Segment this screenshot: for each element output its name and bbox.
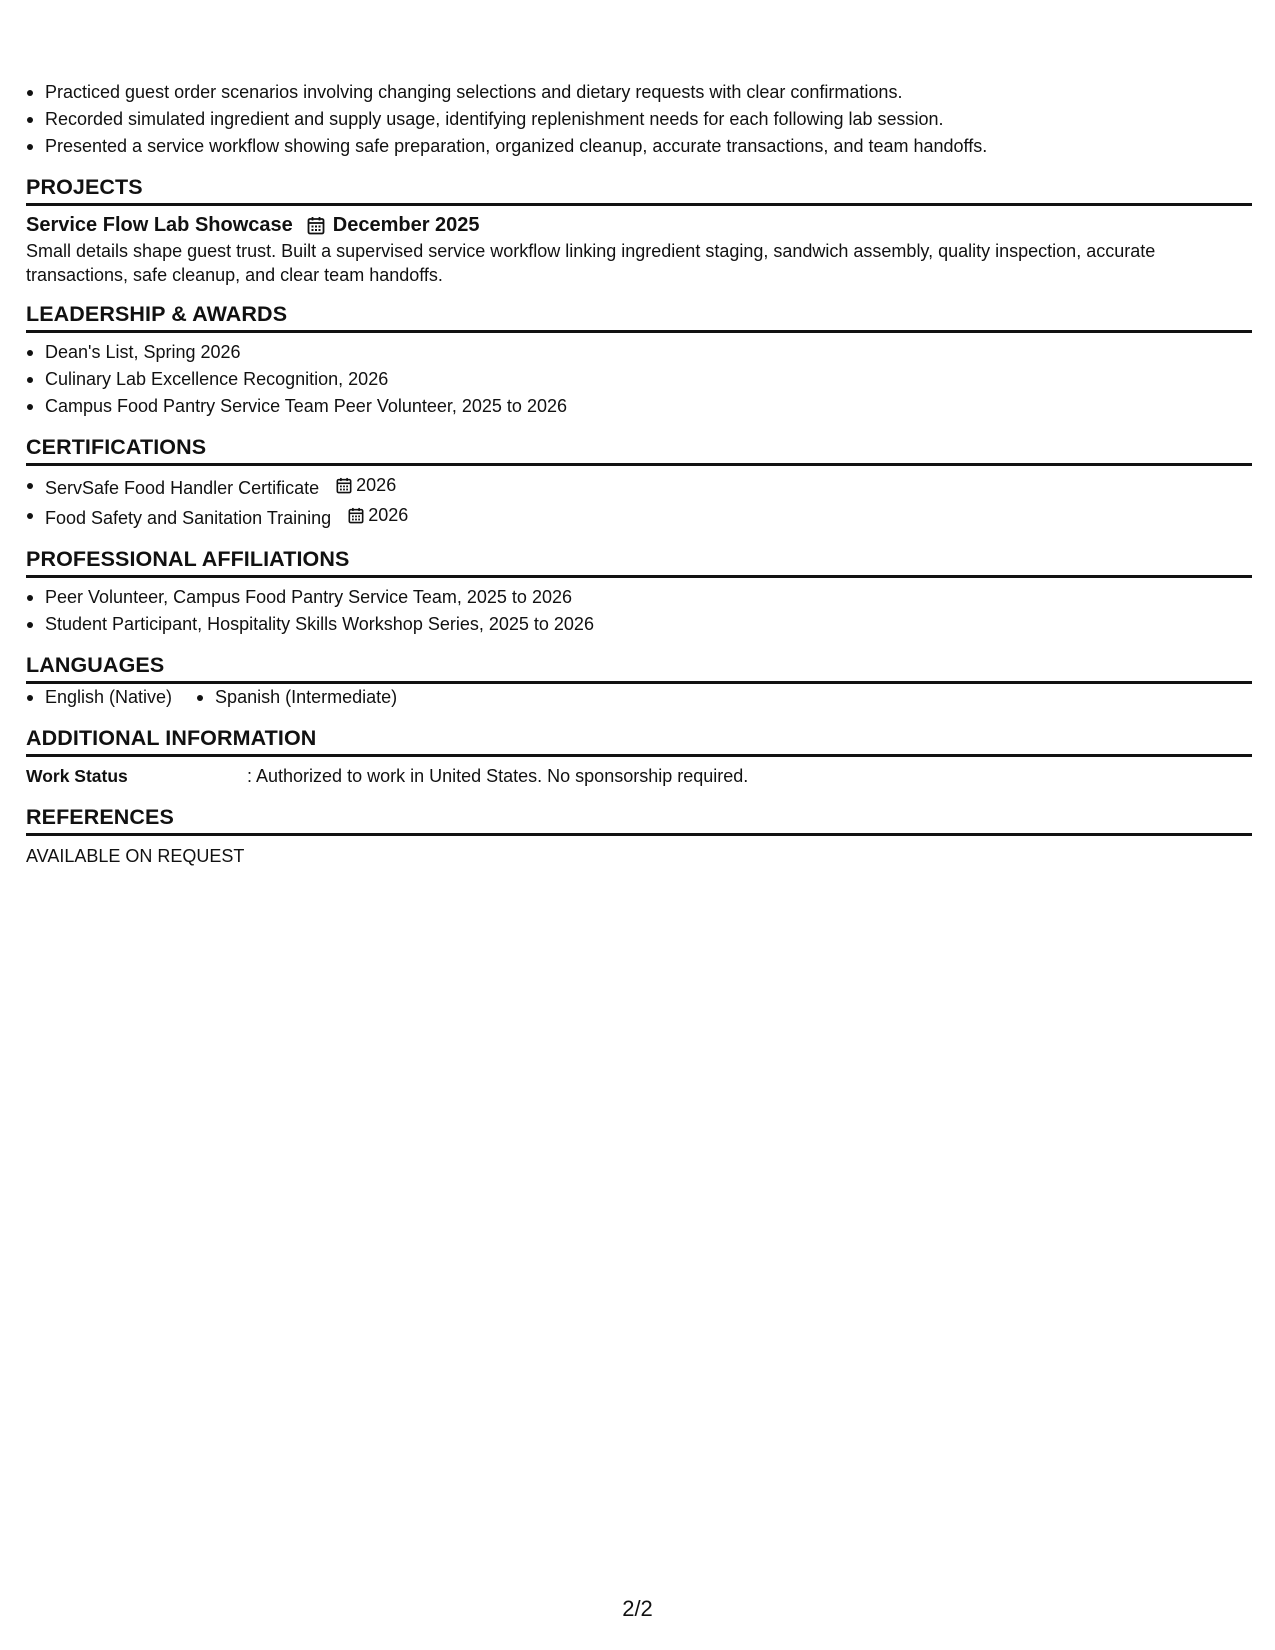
certification-name: Food Safety and Sanitation Training — [45, 508, 332, 528]
projects-heading: PROJECTS — [26, 160, 1252, 206]
affiliations-section — [26, 532, 1252, 638]
certification-date — [336, 472, 396, 499]
leadership-section — [26, 287, 1252, 420]
affiliations-list — [26, 584, 1252, 638]
additional-info-heading: ADDITIONAL INFORMATION — [26, 711, 1252, 757]
language-item: Spanish (Intermediate) — [196, 684, 397, 711]
language-item: English (Native) — [26, 684, 172, 711]
resume-page — [26, 0, 1252, 870]
certification-item — [26, 472, 1252, 502]
project-header — [26, 211, 1252, 239]
references-heading: REFERENCES — [26, 790, 1252, 836]
experience-bullet: Presented a service workflow showing safe preparation, organized cleanup, accurate transactions, and team handoffs. — [26, 133, 1252, 160]
page-number: 2/2 — [622, 1596, 653, 1621]
certification-date — [348, 502, 408, 529]
certification-name: ServSafe Food Handler Certificate — [45, 478, 320, 498]
work-status-label: Work Status — [26, 766, 128, 786]
languages-list — [26, 684, 1252, 711]
project-description: Small details shape guest trust. Built a supervised service workflow linking ingredient staging, sandwich assembly, quality inspection, accurate transactions, safe cleanup, and clear team handoffs. — [26, 241, 1156, 285]
leadership-item: Campus Food Pantry Service Team Peer Volunteer, 2025 to 2026 — [26, 393, 1252, 420]
work-status-value: : Authorized to work in United States. No sponsorship required. — [247, 766, 749, 786]
projects-section — [26, 160, 1252, 287]
leadership-item: Culinary Lab Excellence Recognition, 2026 — [26, 366, 1252, 393]
leadership-list — [26, 339, 1252, 420]
certification-year: 2026 — [356, 475, 397, 495]
languages-heading: LANGUAGES — [26, 638, 1252, 684]
affiliations-heading: PROFESSIONAL AFFILIATIONS — [26, 532, 1252, 578]
references-text: AVAILABLE ON REQUEST — [26, 846, 245, 866]
leadership-item: Dean's List, Spring 2026 — [26, 339, 1252, 366]
certifications-list — [26, 472, 1252, 532]
certifications-heading: CERTIFICATIONS — [26, 420, 1252, 466]
affiliation-item: Peer Volunteer, Campus Food Pantry Service Team, 2025 to 2026 — [26, 584, 1252, 611]
project-title: Service Flow Lab Showcase — [26, 214, 293, 236]
languages-section — [26, 638, 1252, 711]
affiliation-item: Student Participant, Hospitality Skills Workshop Series, 2025 to 2026 — [26, 611, 1252, 638]
certifications-section — [26, 420, 1252, 532]
calendar-icon — [307, 216, 325, 235]
calendar-icon — [348, 507, 364, 524]
leadership-heading: LEADERSHIP & AWARDS — [26, 287, 1252, 333]
certification-item — [26, 502, 1252, 532]
experience-bullet-list — [26, 79, 1252, 160]
calendar-icon — [336, 477, 352, 494]
experience-bullet: Recorded simulated ingredient and supply usage, identifying replenishment needs for each following lab session. — [26, 106, 1252, 133]
certification-year: 2026 — [368, 505, 409, 525]
references-section — [26, 790, 1252, 870]
additional-info-section — [26, 711, 1252, 790]
project-date: December 2025 — [332, 214, 480, 236]
work-status-row — [26, 763, 1252, 790]
experience-bullet: Practiced guest order scenarios involving changing selections and dietary requests with clear confirmations. — [26, 79, 1252, 106]
